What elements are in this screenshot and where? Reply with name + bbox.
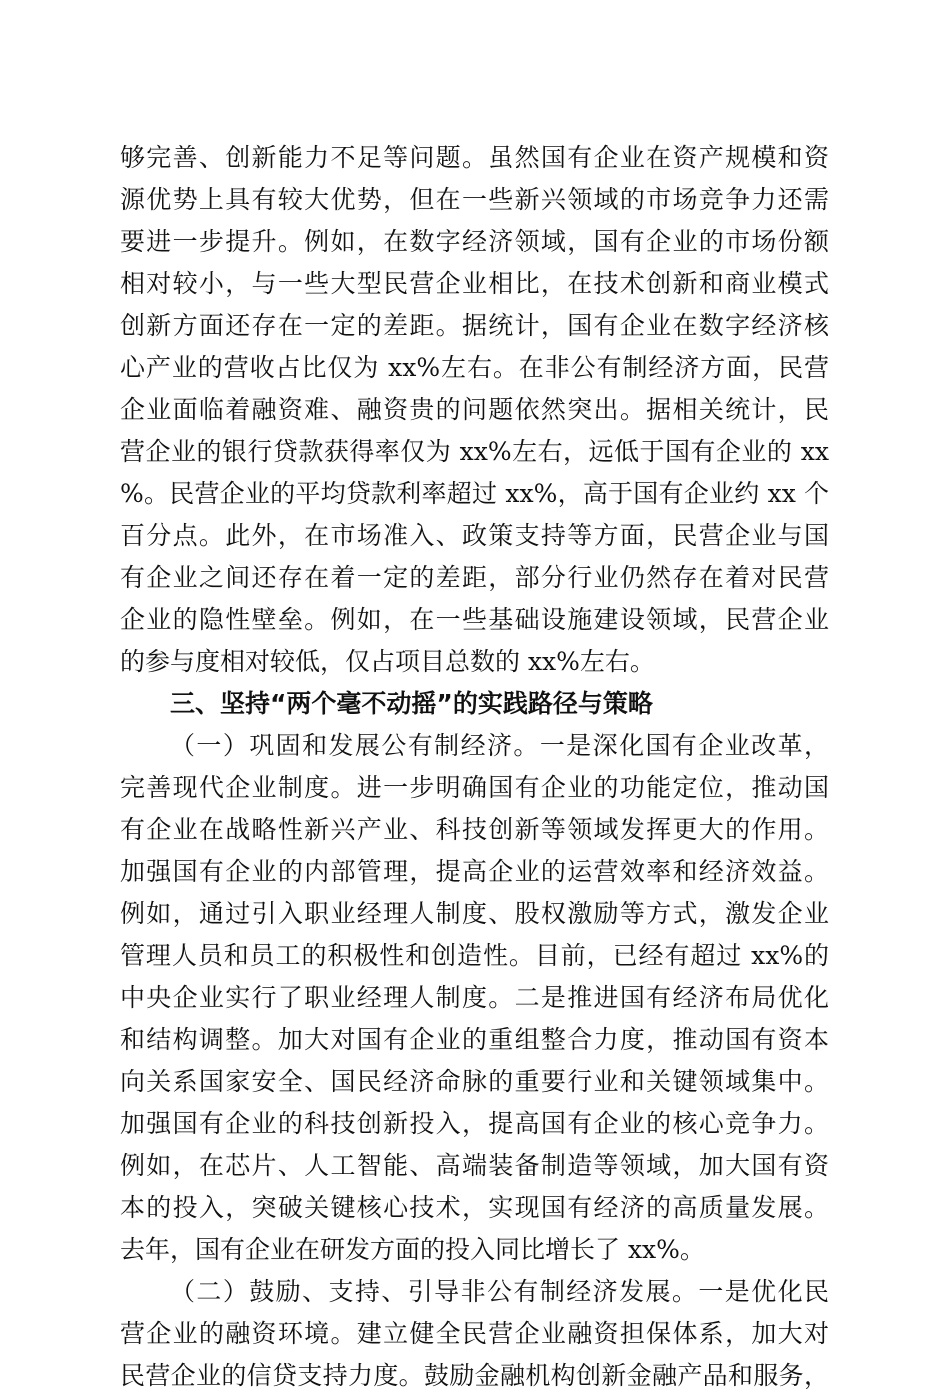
paragraph-consolidate-public-economy [120, 725, 829, 1271]
text-line: （一）巩固和发展公有制经济。一是深化国有企业改革， [170, 731, 829, 760]
text-line: 够完善、创新能力不足等问题。虽然国有企业在资产规模和资 [120, 143, 829, 172]
text-line: 管理人员和员工的积极性和创造性。目前，已经有超过 xx%的 [120, 941, 829, 970]
text-line: 向关系国家安全、国民经济命脉的重要行业和关键领域集中。 [120, 1067, 829, 1096]
text-line: 有企业在战略性新兴产业、科技创新等领域发挥更大的作用。 [120, 815, 829, 844]
text-line: 去年，国有企业在研发方面的投入同比增长了 xx%。 [120, 1235, 705, 1264]
text-line: 例如，在芯片、人工智能、高端装备制造等领域，加大国有资 [120, 1151, 829, 1180]
text-line: 源优势上具有较大优势，但在一些新兴领域的市场竞争力还需 [120, 185, 829, 214]
paragraph-support-non-public-economy [120, 1271, 829, 1397]
text-line: （二）鼓励、支持、引导非公有制经济发展。一是优化民 [170, 1277, 829, 1306]
text-line: 百分点。此外，在市场准入、政策支持等方面，民营企业与国 [120, 521, 829, 550]
text-line: 完善现代企业制度。进一步明确国有企业的功能定位，推动国 [120, 773, 829, 802]
text-line: 和结构调整。加大对国有企业的重组整合力度，推动国有资本 [120, 1025, 829, 1054]
text-line: %。民营企业的平均贷款利率超过 xx%，高于国有企业约 xx 个 [120, 479, 829, 508]
text-line: 相对较小，与一些大型民营企业相比，在技术创新和商业模式 [120, 269, 829, 298]
text-line: 中央企业实行了职业经理人制度。二是推进国有经济布局优化 [120, 983, 829, 1012]
text-line: 民营企业的信贷支持力度。鼓励金融机构创新金融产品和服务， [120, 1361, 829, 1390]
text-line: 有企业之间还存在着一定的差距，部分行业仍然存在着对民营 [120, 563, 829, 592]
text-line: 企业面临着融资难、融资贵的问题依然突出。据相关统计，民 [120, 395, 829, 424]
text-line: 的参与度相对较低，仅占项目总数的 xx%左右。 [120, 647, 655, 676]
text-line: 例如，通过引入职业经理人制度、股权激励等方式，激发企业 [120, 899, 829, 928]
text-line: 本的投入，突破关键核心技术，实现国有经济的高质量发展。 [120, 1193, 829, 1222]
text-line: 心产业的营收占比仅为 xx%左右。在非公有制经济方面，民营 [120, 353, 829, 382]
text-line: 创新方面还存在一定的差距。据统计，国有企业在数字经济核 [120, 311, 829, 340]
text-line: 营企业的融资环境。建立健全民营企业融资担保体系，加大对 [120, 1319, 829, 1348]
text-line: 企业的隐性壁垒。例如，在一些基础设施建设领域，民营企业 [120, 605, 829, 634]
text-line: 加强国有企业的内部管理，提高企业的运营效率和经济效益。 [120, 857, 829, 886]
text-line: 加强国有企业的科技创新投入，提高国有企业的核心竞争力。 [120, 1109, 829, 1138]
text-line: 要进一步提升。例如，在数字经济领域，国有企业的市场份额 [120, 227, 829, 256]
document-body [120, 137, 829, 1397]
section-heading: 三、坚持“两个毫不动摇”的实践路径与策略 [170, 689, 653, 718]
continued-paragraph [120, 137, 829, 683]
text-line: 营企业的银行贷款获得率仅为 xx%左右，远低于国有企业的 xx [120, 437, 829, 466]
